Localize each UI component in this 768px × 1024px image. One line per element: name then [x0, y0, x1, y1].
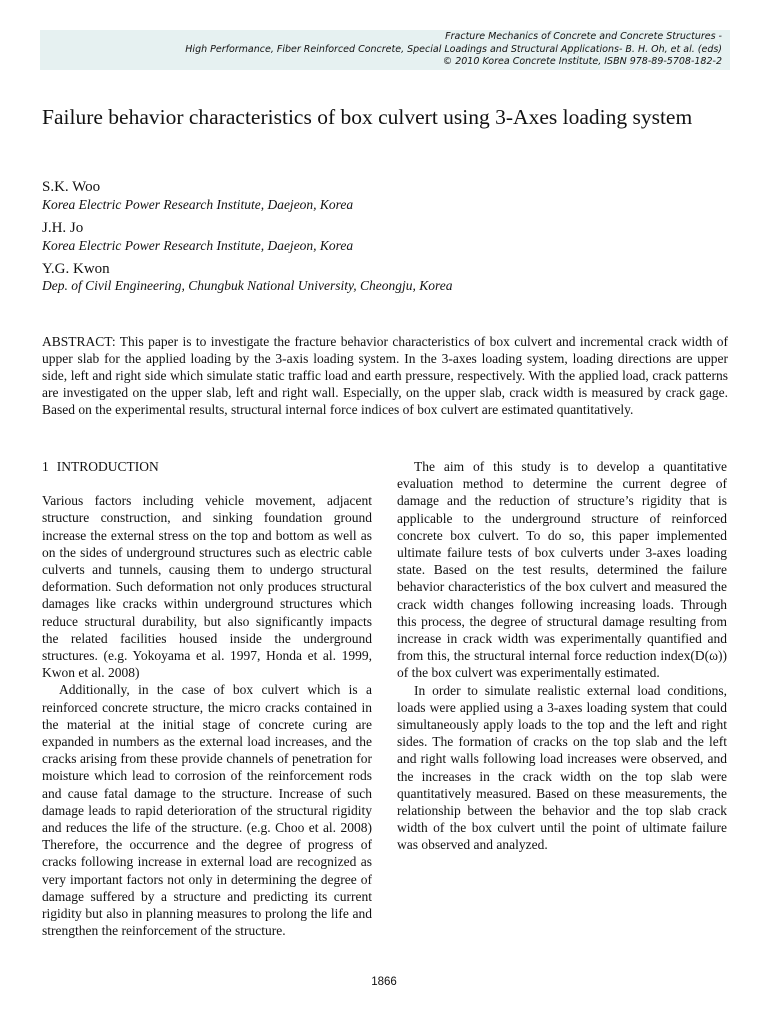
header-line-2: High Performance, Fiber Reinforced Concrete, Special Loadings and Structural Applications- B. H. Oh, et al. (eds): [185, 43, 722, 55]
intro-paragraph-1: Various factors including vehicle movement, adjacent structure construction, and sinking foundation ground increase the external stress on the top and bottom as well as on the sides of underground structures such as electric cable culverts and tunnels, causing them to undergo structural deformation. Such deformation not only produces structural damages like cracks within underground structures which reduce structural durability, but also significantly impacts the related facilities housed inside the underground structures. (e.g. Yokoyama et al. 1997, Honda et al. 1999, Kwon et al. 2008): [42, 493, 372, 681]
author-3-name: Y.G. Kwon: [42, 261, 110, 277]
method-paragraph: In order to simulate realistic external load conditions, loads were applied using a 3-axes loading system that could simultaneously apply loads to the top and the left and right sides. The formation of cracks on the top slab and the left and right walls following load increases were observed, and the increases in the crack width on the top slab were quantitatively measured. Based on these measurements, the relationship between the behavior and the top slab crack width of the box culvert until the point of ultimate failure was observed and analyzed.: [397, 682, 727, 853]
header-line-1: Fracture Mechanics of Concrete and Concrete Structures -: [445, 31, 722, 42]
paper-title: Failure behavior characteristics of box culvert using 3-Axes loading system: [42, 105, 693, 129]
left-column: [42, 458, 372, 939]
section-heading: [42, 458, 372, 475]
aim-paragraph: The aim of this study is to develop a quantitative evaluation method to determine the current degree of damage and the reduction of structure’s rigidity that is applicable to the underground structure of reinforced concrete box culvert. To do so, this paper implemented ultimate failure tests of box culverts under 3-axes loading state. Based on the test results, determined the failure behavior characteristics of the box culvert and measured the crack width changes following increasing loads. Through this process, the degree of structural damage resulting from increase in crack width was experimentally quantified and from this, the structural internal force reduction index(D(ω)) of the box culvert was experimentally estimated.: [397, 459, 727, 681]
section-title: INTRODUCTION: [56, 459, 159, 474]
author-1-affiliation: Korea Electric Power Research Institute, Daejeon, Korea: [42, 197, 354, 212]
section-number: 1: [42, 459, 49, 474]
author-2-affiliation: Korea Electric Power Research Institute, Daejeon, Korea: [42, 238, 354, 253]
author-3-affiliation: Dep. of Civil Engineering, Chungbuk National University, Cheongju, Korea: [42, 278, 453, 293]
author-1-name: S.K. Woo: [42, 179, 101, 195]
author-2-name: J.H. Jo: [42, 220, 84, 236]
abstract: ABSTRACT: This paper is to investigate the fracture behavior characteristics of box culvert and incremental crack width of upper slab for the applied loading by the 3-axis loading system. In the 3-axes loading system, loading directions are upper side, left and right side which simulate static traffic load and earth pressure, respectively. With the applied load, crack patterns are investigated on the upper slab, left and right wall. Especially, on the upper slab, crack width is measured by crack gage. Based on the experimental results, structural internal force indices of box culvert are estimated quantitatively.: [42, 334, 728, 417]
page-number: 1866: [371, 976, 397, 988]
intro-paragraph-2: Additionally, in the case of box culvert which is a reinforced concrete structure, the micro cracks contained in the material at the initial stage of concrete curing are expanded in numbers as the external load increases, and the cracks arising from these provide channels of penetration for moisture which lead to corrosion of the reinforcement rods and cause fatal damage to the structure. Increase of such damage leads to rapid deterioration of the structural rigidity and reduces the life of the structure. (e.g. Choo et al. 2008) Therefore, the occurrence and the degree of progress of cracks following increase in external load are recognized as very important factors not only in determining the degree of damage suffered by a structure and predicting its current rigidity but also in planning measures to prolong the life and strengthen the reinforcement of the structure.: [42, 682, 372, 939]
right-column: [397, 458, 727, 854]
header-line-3: © 2010 Korea Concrete Institute, ISBN 978-89-5708-182-2: [442, 56, 722, 67]
running-header: [185, 31, 722, 69]
